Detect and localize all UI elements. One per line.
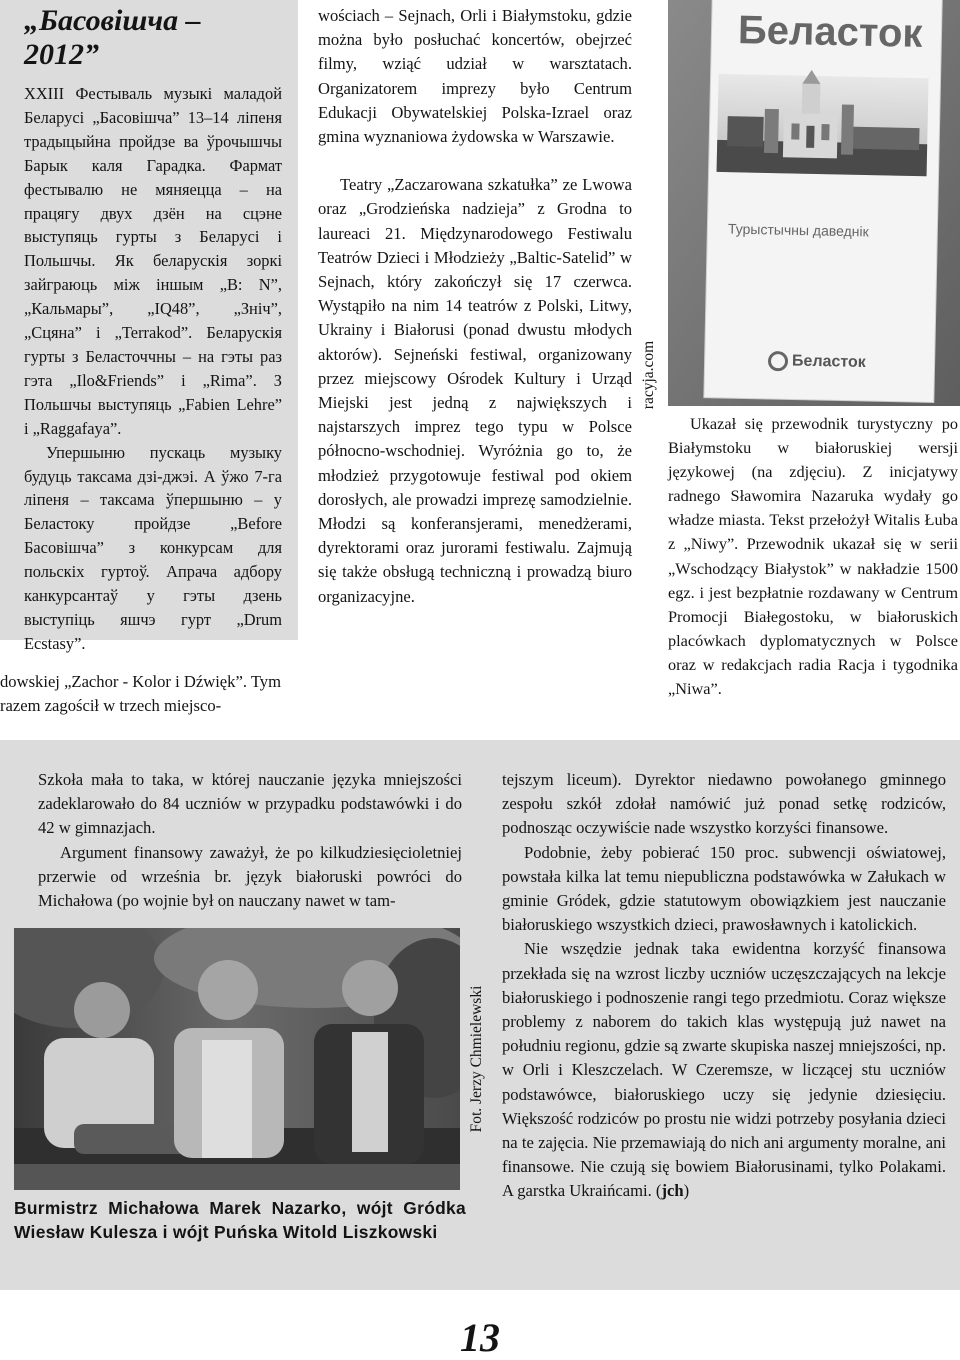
guidebook-photo-credit [634, 330, 664, 420]
festival-title: „Басовішча – 2012” [24, 4, 201, 71]
guidebook-cover-subtitle: Турыстычны даведнік [727, 220, 869, 240]
paragraph: Szkoła mała to taka, w której nauczanie języka mniejszości zadeklarowało do 84 uczniów w przypadku podstawówki i do 42 w gimnazjach. [38, 770, 462, 838]
guidebook-note [668, 412, 958, 701]
group-photo [14, 928, 460, 1190]
logo-mark-icon [768, 351, 788, 371]
festival-announcement-box [0, 0, 298, 653]
festival-paragraph: XXIII Фестываль музыкі маладой Беларусі „Басовішча” 13–14 ліпеня традыцыйна пройдзе ва ўрочышчы Барык каля Гарадка. Фармат фестывалю не мяняецца – на працягу двух дзён на сцэне выступяць гурты з Беларусі і Польшчы. Як беларускія зоркі зайграюць між іншым „B: N”, „Кальмары”, „IQ48”, „Зніч”, „Сцяна” і „Terrakod”. Беларускія гурты з Беласточчны – на гэты раз гэта „Ilo&Friends” і „Rima”. З Польшчы выступяць „Fabien Lehre” і „Raggafaya”. [24, 84, 282, 438]
festival-paragraph: Упершыню пускаць музыку будуць таксама дзі-джэі. А ўжо 7-га ліпеня – таксама ўпершыню – у Беластоку пройдзе „Before Басовішча” з конкурсам для польскіх гуртоў. Апрача адбору канкурсантаў у гэты дзень выступіць яшчэ гурт „Drum Ecstasy”. [24, 442, 282, 653]
paragraph: Teatry „Zaczarowana szkatułka” ze Lwowa oraz „Grodzieńska nadzieja” z Grodna to laureaci 21. Międzynarodowego Festiwalu Teatrów Dzieci i Młodzieży „Baltic-Satelid” w Sejnach, który zakończył się 17 czerwca. Wystąpiło na nim 14 teatrów z Polski, Litwy, Ukrainy i Białorusi (ponad dwustu młodych aktorów). Sejneński festiwal, organizowany przez miejscowy Ośrodek Kultury i Urząd Miejski jest jedną z największych i najstarszych imprez tego typu w Polsce północno-wschodniej. Wyróżnia go to, że młodzież przygotowuje festiwal pod okiem dorosłych, ale prowadzi imprezę samodzielnie. Młodzi są konferansjerami, menedżerami, dyrektorami oraz jurorami festiwalu. Zajmują się także obsługą techniczną i prowadzą biuro organizacyjne. [318, 175, 632, 606]
guidebook-logo-text: Беласток [791, 352, 866, 372]
author-signature: jch [661, 1181, 684, 1201]
paragraph: Argument finansowy zaważył, że po kilkudziesięcioletniej przerwie od września br. język białoruski powróci do Michałowa (po wojnie był on nauczany nawet w tam- [38, 842, 462, 911]
article-column-2 [318, 4, 632, 609]
credit-text: Fot. Jerzy Chmielewski [468, 985, 485, 1133]
paragraph: Ukazał się przewodnik turystyczny po Białymstoku w białoruskiej wersji językowej (na zdjęciu). Z inicjatywy radnego Sławomira Nazaruka wydały go władze miasta. Tekst przełożył Witalis Łuba z „Niwy”. Przewodnik ukazał się w serii „Wschodzący Białystok” w nakładzie 1500 egz. i jest bezpłatnie rozdawany w Centrum Promocji Białegostoku, w białoruskich placówkach dyplomatycznych w Polsce oraz w redakcjach radia Racja i tygodnika „Niwa”. [668, 414, 958, 699]
paragraph: wościach – Sejnach, Orli i Białymstoku, gdzie można było posłuchać koncertów, obejrzeć filmy, wziąć udział w warsztatach. Organizatorem imprezy było Centrum Edukacji Obywatelskiej Polska-Izrael oraz gmina wyznaniowa żydowska w Warszawie. [318, 6, 632, 147]
article-column-1-tail [0, 670, 298, 718]
credit-text: racyja.com [640, 340, 657, 410]
page-number: 13 [460, 1315, 500, 1360]
group-photo-credit [462, 928, 492, 1190]
guidebook-logo [768, 351, 866, 373]
guidebook-cover-title: Беласток [737, 8, 923, 56]
paragraph-text: Nie wszędzie jednak taka ewidentna korzyść finansowa przekłada się na wzrost liczby uczniów uczęszczających na lekcje białoruskiego i podnoszenie rangi tego przedmiotu. Coraz większe problemy z naborem do takich klas występują już nawet na południu regionu, gdzie są zwarte skupiska naszej mniejszości, np. w Orli i Kleszczelach. W Czeremsze, w liczącej stu uczniów podstawówce, białoruskiego uczy się jedynie dziesięciu. Większość rodziców po prostu nie widzi potrzeby posyłania dzieci na te zajęcia. Nie przemawiają do nich ani argumenty moralne, ani finansowe. Nie czują się bowiem Białorusinami, tylko Polakami. A garstka Ukraińcami. [502, 939, 946, 1201]
guidebook-photo [668, 0, 960, 406]
paragraph: Nie wszędzie jednak taka ewidentna korzyść finansowa przekłada się na wzrost liczby uczniów uczęszczających na lekcje białoruskiego i podnoszenie rangi tego przedmiotu. Coraz większe problemy z naborem do takich klas występują już nawet na południu regionu, gdzie są zwarte skupiska naszej mniejszości, np. w Orli i Kleszczelach. W Czeremsze, w liczącej stu uczniów podstawówce, białoruskiego uczy się jedynie dziesięciu. Większość rodziców po prostu nie widzi potrzeby posyłania dzieci na te zajęcia. Nie przemawiają do nich ani argumenty moralne, ani finansowe. Nie czują się bowiem Białorusinami, tylko Polakami. A garstka Ukraińcami. (jch) [502, 939, 946, 1201]
article-right-column [502, 768, 946, 1204]
paragraph: dowskiej „Zachor - Kolor i Dźwięk”. Tym razem zagościł w trzech miejsco- [0, 672, 282, 716]
paragraph: Podobnie, żeby pobierać 150 proc. subwencji oświatowej, powstała kilka lat temu niepubliczna podstawówka w Załukach w gminie Gródek, gdzie statutowym obowiązkiem jest nauczanie białoruskiego wszystkich dzieci, prawosławnych i katolickich. [502, 842, 946, 935]
paragraph: tejszym liceum). Dyrektor niedawno powołanego gminnego zespołu szkół zdołał namówić już ponad setkę rodziców, podnosząc oczywiście nade wszystko korzyści finansowe. [502, 770, 946, 838]
photo-caption: Burmistrz Michałowa Marek Nazarko, wójt Gródka Wiesław Kulesza i wójt Puńska Witold Liszkowski [14, 1198, 466, 1242]
article-left-column [38, 768, 462, 913]
